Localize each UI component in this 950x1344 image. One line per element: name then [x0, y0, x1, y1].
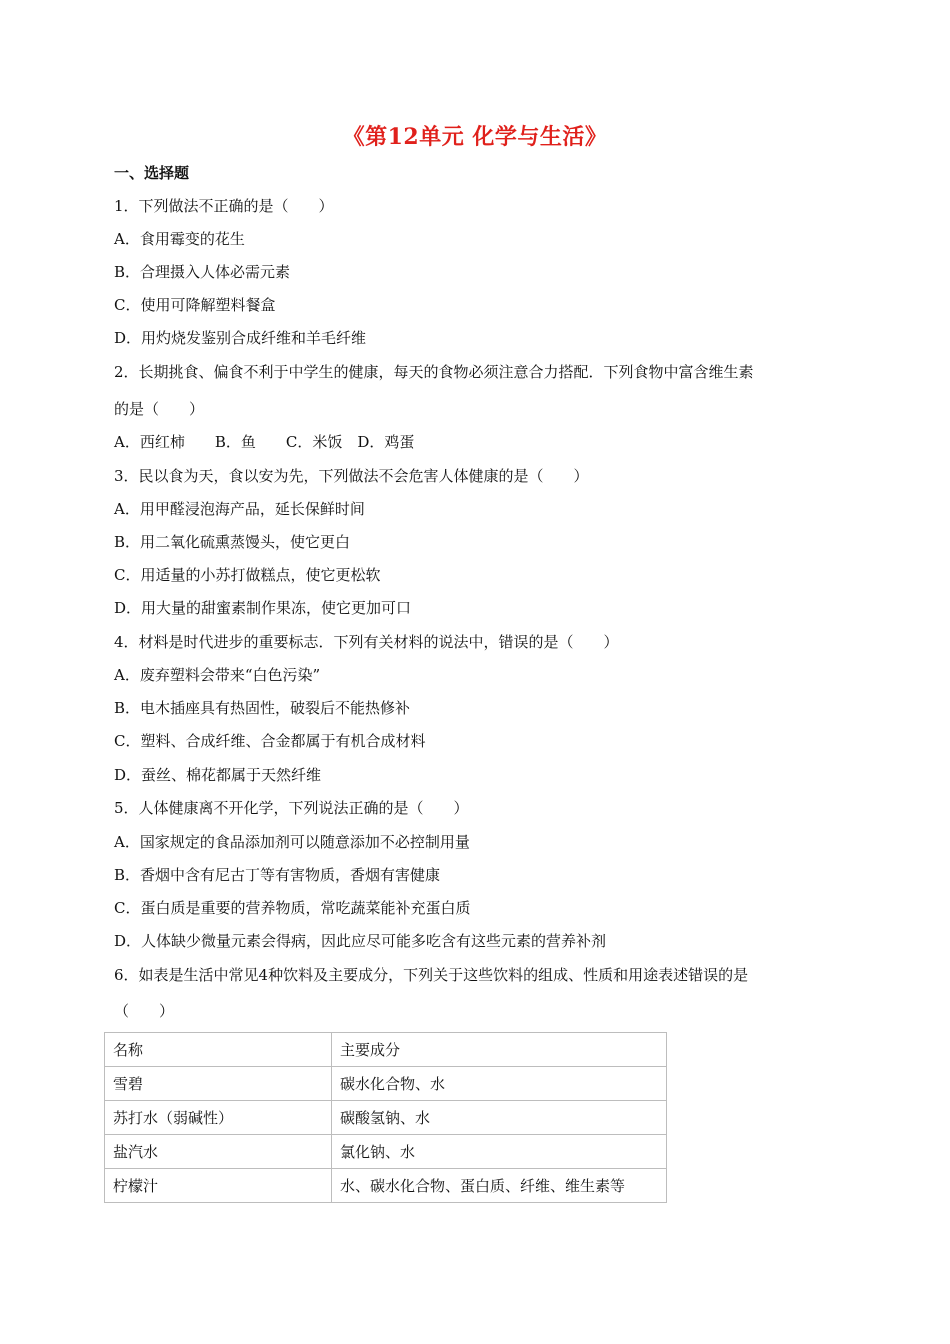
question-3-stem: 3．民以食为天，食以安为先，下列做法不会危害人体健康的是（ ）	[114, 467, 589, 485]
question-3-option-d: D．用大量的甜蜜素制作果冻，使它更加可口	[114, 599, 412, 617]
table-cell: 水、碳水化合物、蛋白质、纤维、维生素等	[332, 1169, 667, 1203]
page-title: 《第12单元 化学与生活》	[342, 124, 608, 150]
table-cell: 柠檬汁	[105, 1169, 332, 1203]
table-header-cell: 名称	[105, 1033, 332, 1067]
question-5-option-d: D．人体缺少微量元素会得病，因此应尽可能多吃含有这些元素的营养补剂	[114, 932, 607, 950]
question-3-option-c: C．用适量的小苏打做糕点，使它更松软	[114, 566, 381, 584]
question-4-option-a: A．废弃塑料会带来“白色污染”	[114, 666, 321, 684]
table-header-cell: 主要成分	[332, 1033, 667, 1067]
question-4-option-b: B．电木插座具有热固性，破裂后不能热修补	[114, 699, 411, 717]
table-row	[105, 1135, 667, 1169]
question-4-stem: 4．材料是时代进步的重要标志．下列有关材料的说法中，错误的是（ ）	[114, 633, 619, 651]
question-2-options: A．西红柿 B．鱼 C．米饭 D．鸡蛋	[114, 433, 415, 451]
question-2-stem: 2．长期挑食、偏食不利于中学生的健康，每天的食物必须注意合力搭配．下列食物中富含维生素	[114, 363, 754, 381]
question-5-option-b: B．香烟中含有尼古丁等有害物质，香烟有害健康	[114, 866, 441, 884]
section-heading: 一、选择题	[114, 164, 190, 182]
question-3-option-b: B．用二氧化硫熏蒸馒头，使它更白	[114, 533, 351, 551]
table-cell: 碳酸氢钠、水	[332, 1101, 667, 1135]
question-4-option-d: D．蚕丝、棉花都属于天然纤维	[114, 766, 322, 784]
table-cell: 盐汽水	[105, 1135, 332, 1169]
question-1-option-b: B．合理摄入人体必需元素	[114, 263, 291, 281]
question-5-option-c: C．蛋白质是重要的营养物质，常吃蔬菜能补充蛋白质	[114, 899, 471, 917]
question-5-stem: 5．人体健康离不开化学，下列说法正确的是（ ）	[114, 799, 469, 817]
question-1-option-a: A．食用霉变的花生	[114, 230, 245, 248]
beverage-table	[104, 1032, 667, 1203]
question-1-stem: 1．下列做法不正确的是（ ）	[114, 197, 334, 215]
table-cell: 氯化钠、水	[332, 1135, 667, 1169]
question-3-option-a: A．用甲醛浸泡海产品，延长保鲜时间	[114, 500, 365, 518]
table-row	[105, 1067, 667, 1101]
question-6-stem: 6．如表是生活中常见4种饮料及主要成分，下列关于这些饮料的组成、性质和用途表述错误的是	[114, 966, 749, 984]
table-header-row	[105, 1033, 667, 1067]
question-2-stem-cont: 的是（ ）	[114, 400, 205, 418]
table-cell: 苏打水（弱碱性）	[105, 1101, 332, 1135]
table-row	[105, 1169, 667, 1203]
question-6-stem-cont: （ ）	[114, 1002, 175, 1020]
question-4-option-c: C．塑料、合成纤维、合金都属于有机合成材料	[114, 732, 426, 750]
table-cell: 碳水化合物、水	[332, 1067, 667, 1101]
question-5-option-a: A．国家规定的食品添加剂可以随意添加不必控制用量	[114, 833, 470, 851]
question-1-option-c: C．使用可降解塑料餐盒	[114, 296, 276, 314]
question-1-option-d: D．用灼烧发鉴别合成纤维和羊毛纤维	[114, 329, 367, 347]
table-row	[105, 1101, 667, 1135]
table-cell: 雪碧	[105, 1067, 332, 1101]
